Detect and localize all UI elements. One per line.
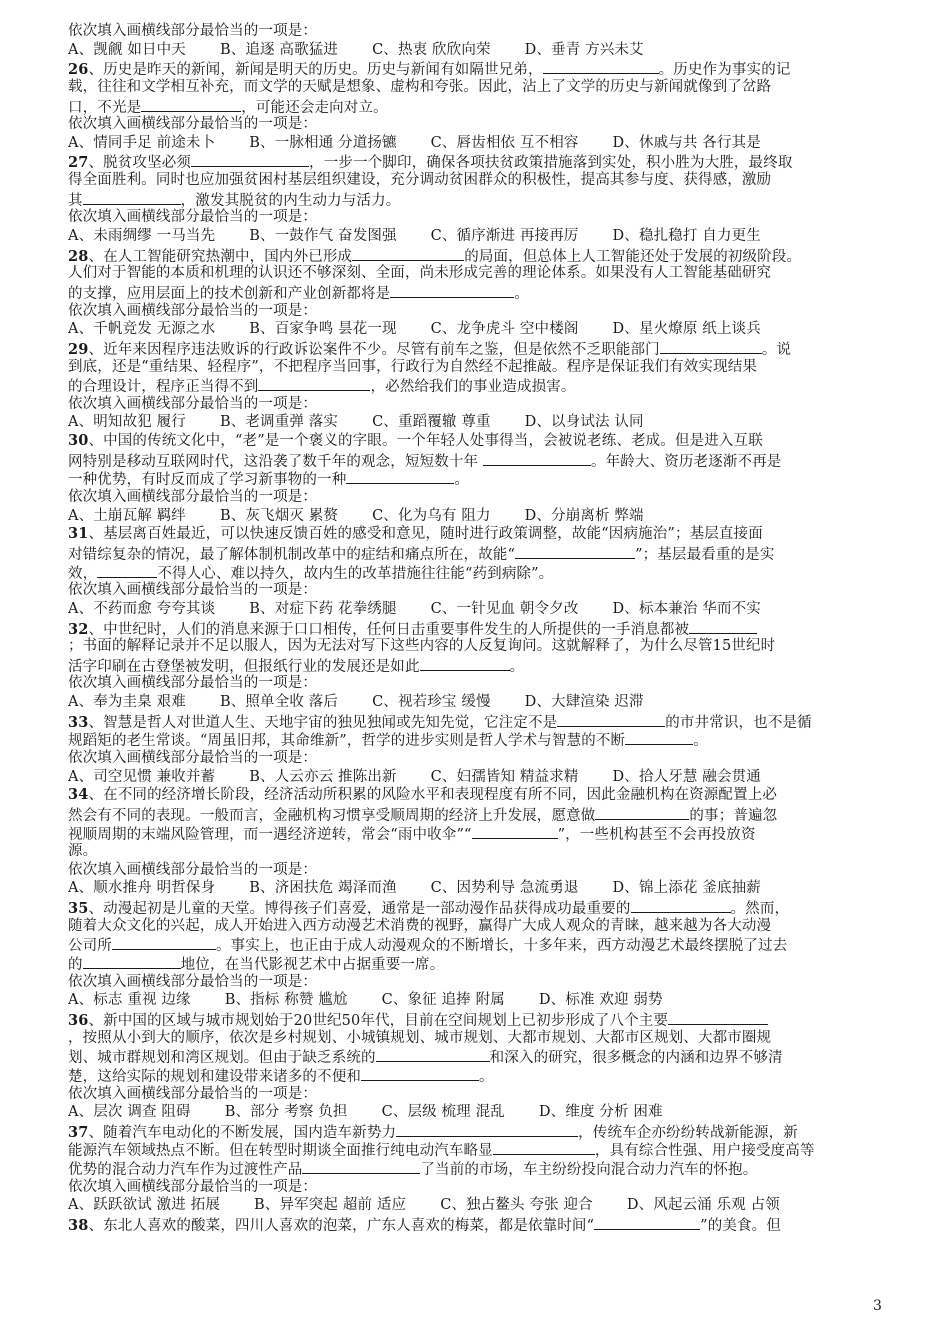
- text-segment: 了当前的市场，车主纷纷投向混合动力汽车的怀抱。: [420, 1162, 758, 1178]
- answer-option: D、星火燎原 纸上谈兵: [612, 321, 761, 338]
- question-text-line: [68, 283, 896, 302]
- text-segment: 网特别是移动互联网时代，这沿袭了数千年的观念，短短数十年: [68, 453, 483, 470]
- question-text-line: [68, 935, 896, 954]
- text-segment: 、在人工智能研究热潮中，国内外已形成: [88, 248, 353, 265]
- answer-options: [68, 41, 896, 60]
- answer-option: B、照单全收 落后: [219, 694, 339, 711]
- question-number: 35: [68, 900, 89, 917]
- text-segment: 、中国的传统文化中，“老”是一个褒义的字眼。一个年轻人处事得当，会被说老练、老成。但是进入互联: [88, 433, 763, 450]
- answer-option: A、跃跃欲试 激进 拓展: [68, 1197, 220, 1214]
- question-text-line: [68, 563, 896, 582]
- answer-option: B、一鼓作气 奋发图强: [249, 228, 397, 245]
- answer-option: D、风起云涌 乐观 占领: [626, 1197, 780, 1214]
- answer-option: B、灰飞烟灭 累赘: [219, 507, 339, 524]
- question-text-line: [68, 190, 896, 209]
- answer-option: B、老调重弹 落实: [219, 414, 339, 431]
- text-segment: 。然而，: [730, 901, 790, 917]
- answer-option: C、热衷 欣欣向荣: [372, 41, 491, 58]
- fill-blank: [361, 1066, 479, 1081]
- question-text-line: [68, 525, 896, 544]
- answer-option: A、层次 调查 阻碍: [68, 1104, 191, 1121]
- text-segment: 。历史作为事实的记: [658, 62, 791, 78]
- answer-options: [68, 1196, 896, 1215]
- question-number: 31: [68, 525, 89, 543]
- question-prompt: 依次填入画横线部分最恰当的一项是：: [68, 582, 318, 599]
- fill-blank: [594, 1215, 700, 1230]
- text-segment: 、智慧是哲人对世道人生、天地宇宙的独见独闻或先知先觉，它注定不是: [88, 714, 558, 731]
- fill-blank: [472, 824, 558, 839]
- question-text-line: [68, 59, 896, 78]
- question-text-line: [68, 152, 896, 171]
- text-segment: 的合理设计，程序正当得不到: [68, 379, 259, 395]
- question-text-line: [68, 1010, 896, 1029]
- fill-blank: [258, 376, 370, 391]
- fill-blank: [112, 935, 216, 950]
- question-text-line: [68, 1159, 896, 1178]
- fill-blank: [83, 954, 181, 969]
- fill-blank: [141, 97, 241, 112]
- fill-blank: [97, 563, 157, 578]
- question-text-line: [68, 544, 896, 563]
- text-segment: 。事实上，也正由于成人动漫观众的不断增长，十多年来，西方动漫艺术最终摆脱了过去: [215, 938, 788, 955]
- question-text-line: [68, 246, 896, 265]
- answer-options: [68, 134, 896, 153]
- fill-blank: [689, 619, 757, 634]
- answer-option: B、一脉相通 分道扬镳: [249, 134, 397, 151]
- text-segment: 、近年来因程序违法败诉的行政诉讼案件不少。尽管有前车之鉴，但是依然不乏职能部门: [88, 341, 660, 358]
- answer-option: B、百家争鸣 昙花一现: [249, 321, 397, 338]
- answer-option: A、司空见惯 兼收并蓄: [68, 768, 216, 785]
- question-prompt: 依次填入画横线部分最恰当的一项是：: [68, 1085, 318, 1102]
- text-segment: 、中世纪时，人们的消息来源于口口相传，任何日击重要事件发生的人所提供的一手消息都被: [88, 621, 690, 638]
- question-text-line: [68, 786, 896, 805]
- answer-options: [68, 879, 896, 898]
- text-segment: ，按照从小到大的顺序，依次是乡村规划、小城镇规划、城市规划、大都市规划、大都市区规划、大都市圈规: [68, 1029, 772, 1046]
- answer-option: B、追逐 高歌猛进: [219, 41, 339, 58]
- fill-blank: [631, 898, 731, 913]
- answer-option: C、化为乌有 阻力: [372, 507, 491, 524]
- answer-options: [68, 768, 896, 787]
- answer-options: [68, 1103, 896, 1122]
- answer-option: D、维度 分析 困难: [538, 1104, 663, 1121]
- text-segment: ”；基层最看重的是实: [635, 546, 775, 563]
- text-segment: 源。: [68, 843, 98, 860]
- fill-blank: [493, 1140, 595, 1155]
- question-text-line: [68, 469, 896, 488]
- answer-option: B、部分 考察 负担: [224, 1104, 348, 1121]
- answer-option: B、异军突起 超前 适应: [254, 1197, 407, 1214]
- question-text-line: [68, 730, 896, 749]
- question-text-line: [68, 171, 896, 190]
- question-prompt: 依次填入画横线部分最恰当的一项是：: [68, 675, 318, 692]
- answer-option: C、重蹈覆辙 尊重: [372, 414, 491, 431]
- question-number: 27: [68, 154, 89, 172]
- text-segment: 到底，还是“重结果、轻程序”，不把程序当回事，行政行为自然经不起推敲。程序是保证我们有效实现结果: [68, 358, 758, 375]
- question-number: 36: [68, 1011, 89, 1029]
- question-number: 37: [68, 1123, 89, 1141]
- text-segment: 视顺周期的末端风险管理，而一遇经济逆转，常会“雨中收伞”“: [68, 826, 472, 843]
- fill-blank: [83, 190, 181, 205]
- text-segment: ，一步一个脚印，确保各项扶贫政策措施落到实处，积小胜为大胜，最终取: [309, 155, 793, 172]
- text-segment: 随着大众文化的兴起，成人开始进入西方动漫艺术消费的视野，赢得广大成人观众的青睐，越来越为各大动漫: [68, 917, 772, 934]
- answer-option: C、唇齿相依 互不相容: [430, 134, 579, 151]
- fill-blank: [660, 339, 762, 354]
- answer-option: A、千帆竞发 无源之水: [68, 321, 216, 338]
- text-segment: 一种优势，有时反而成了学习新事物的一种: [68, 472, 347, 489]
- answer-option: A、顺水推舟 明哲保身: [68, 880, 216, 897]
- question-text-line: [68, 619, 896, 638]
- question-text-line: [68, 1140, 896, 1159]
- text-segment: 、动漫起初是儿童的天堂。博得孩子们喜爱，通常是一部动漫作品获得成功最重要的: [88, 901, 631, 917]
- answer-options: [68, 991, 896, 1010]
- answer-option: C、龙争虎斗 空中楼阁: [430, 321, 579, 338]
- text-segment: 规蹈矩的老生常谈。“周虽旧邦，其命维新”，哲学的进步实则是哲人学术与智慧的不断: [68, 733, 626, 749]
- question-prompt: 依次填入画横线部分最恰当的一项是：: [68, 23, 318, 39]
- text-segment: 、基层离百姓最近，可以快速反馈百姓的感受和意见，随时进行政策调整，故能“因病施治”；基层直接面: [88, 526, 763, 543]
- question-number: 34: [68, 786, 89, 804]
- question-prompt: 依次填入画横线部分最恰当的一项是：: [68, 209, 318, 226]
- fill-blank: [376, 1047, 490, 1062]
- text-segment: 。年龄大、资历老逐渐不再是: [590, 453, 782, 470]
- question-prompt: 依次填入画横线部分最恰当的一项是：: [68, 1178, 318, 1195]
- question-text-line: [68, 842, 896, 861]
- question-text-line: [68, 264, 896, 283]
- question-text-line: [68, 358, 896, 377]
- question-text-line: [68, 805, 896, 824]
- fill-blank: [191, 152, 309, 167]
- question-number: 33: [68, 713, 89, 731]
- answer-option: A、奉为圭臬 艰难: [68, 694, 186, 711]
- answer-option: C、因势利导 急流勇退: [430, 880, 579, 897]
- text-segment: 的事；普遍忽: [689, 807, 778, 824]
- text-segment: 能源汽车领域热点不断。但在转型时期谈全面推行纯电动汽车略显: [68, 1143, 493, 1160]
- text-segment: ”，一些机构甚至不会再投放资: [557, 826, 756, 843]
- text-segment: 。: [514, 285, 529, 302]
- answer-option: D、标准 欢迎 弱势: [538, 992, 663, 1009]
- text-segment: 活字印刷在古登堡被发明，但报纸行业的发展还是如此: [68, 658, 420, 675]
- answer-option: C、循序渐进 再接再厉: [430, 228, 579, 245]
- question-prompt: 依次填入画横线部分最恰当的一项是：: [68, 395, 318, 412]
- text-segment: 。: [509, 658, 525, 675]
- text-segment: ，可能还会走向对立。: [241, 99, 388, 116]
- answer-options: [68, 413, 896, 432]
- text-segment: 的支撑，应用层面上的技术创新和产业创新都将是: [68, 285, 391, 302]
- answer-options: [68, 600, 896, 619]
- fill-blank: [595, 805, 689, 820]
- answer-option: D、拾人牙慧 融会贯通: [612, 768, 761, 785]
- answer-option: A、情同手足 前途未卜: [68, 134, 216, 151]
- question-text-line: [68, 954, 896, 973]
- text-segment: 、新中国的区域与城市规划始于20世纪50年代，目前在空间规划上已初步形成了八个主要: [88, 1012, 669, 1029]
- fill-blank: [352, 246, 464, 261]
- question-text-line: [68, 1029, 896, 1048]
- fill-blank: [346, 469, 454, 484]
- document-page: [68, 22, 896, 1234]
- fill-blank: [483, 451, 591, 466]
- answer-option: D、垂青 方兴未艾: [524, 41, 644, 58]
- text-segment: 、脱贫攻坚必须: [88, 155, 192, 172]
- fill-blank: [557, 712, 665, 727]
- answer-options: [68, 227, 896, 246]
- answer-option: A、未雨绸缪 一马当先: [68, 228, 216, 245]
- text-segment: 公司所: [68, 938, 112, 955]
- answer-option: C、一针见血 朝令夕改: [430, 600, 579, 617]
- answer-option: B、济困扶危 竭泽而渔: [249, 880, 397, 897]
- text-segment: 、历史是昨天的新闻，新闻是明天的历史。历史与新闻有如隔世兄弟，: [88, 62, 543, 78]
- answer-option: C、层级 梳理 混乱: [381, 1104, 505, 1121]
- text-segment: 划、城市群规划和湾区规划。但由于缺乏系统的: [68, 1050, 376, 1066]
- answer-option: C、视若珍宝 缓慢: [372, 694, 491, 711]
- text-segment: 得全面胜利。同时也应加强贫困村基层组织建设，充分调动贫困群众的积极性，提高其参与度、获得感，激励: [68, 172, 772, 189]
- text-segment: ，具有综合性强、用户接受度高等: [594, 1143, 815, 1160]
- question-number: 32: [68, 620, 89, 638]
- question-text-line: [68, 712, 896, 731]
- question-text-line: [68, 78, 896, 97]
- fill-blank: [515, 544, 635, 559]
- text-segment: 其: [68, 192, 83, 209]
- question-number: 26: [68, 61, 89, 78]
- answer-option: D、稳扎稳打 自力更生: [612, 228, 761, 245]
- text-segment: 不得人心、难以持久，故内生的改革措施往往能“药到病除”。: [157, 565, 554, 582]
- answer-option: B、对症下药 花拳绣腿: [249, 600, 397, 617]
- question-text-line: [68, 97, 896, 116]
- question-text-line: [68, 1066, 896, 1085]
- text-segment: 、在不同的经济增长阶段，经济活动所积累的风险水平和表现程度有所不同，因此金融机构在资源配置上必: [88, 787, 778, 804]
- text-segment: 、随着汽车电动化的不断发展，国内造车新势力: [88, 1124, 397, 1141]
- answer-option: D、以身试法 认同: [524, 414, 644, 431]
- question-prompt: 依次填入画横线部分最恰当的一项是：: [68, 116, 318, 133]
- question-text-line: [68, 898, 896, 917]
- answer-option: B、指标 称赞 尴尬: [224, 992, 348, 1009]
- text-segment: ，传统车企亦纷纷转战新能源，新: [578, 1124, 798, 1141]
- question-text-line: [68, 637, 896, 656]
- question-text-line: [68, 1047, 896, 1066]
- question-text-line: [68, 339, 896, 358]
- answer-option: A、明知故犯 履行: [68, 414, 186, 431]
- question-number: 30: [68, 432, 89, 450]
- answer-option: D、休戚与共 各行其是: [612, 134, 761, 151]
- fill-blank: [390, 283, 514, 298]
- answer-option: C、妇孺皆知 精益求精: [430, 768, 579, 785]
- text-segment: 的局面，但总体上人工智能还处于发展的初级阶段。: [464, 248, 802, 265]
- page-number: 3: [873, 1298, 882, 1314]
- fill-blank: [668, 1010, 768, 1025]
- answer-option: A、标志 重视 边缘: [68, 992, 191, 1009]
- question-prompt: 依次填入画横线部分最恰当的一项是：: [68, 973, 318, 990]
- text-segment: 人们对于智能的本质和机理的认识还不够深刻、全面，尚未形成完善的理论体系。如果没有人工智能基础研究: [68, 265, 772, 282]
- question-prompt: 依次填入画横线部分最恰当的一项是：: [68, 861, 318, 878]
- text-segment: 效，: [68, 565, 98, 582]
- text-segment: ，激发其脱贫的内生动力与活力。: [180, 192, 401, 209]
- question-text-line: [68, 1122, 896, 1141]
- text-segment: 的市井常识，也不是循: [665, 714, 812, 731]
- fill-blank: [302, 1159, 420, 1174]
- question-text-line: [68, 656, 896, 675]
- text-segment: 和深入的研究，很多概念的内涵和边界不够清: [489, 1050, 783, 1066]
- question-number: 38: [68, 1217, 89, 1234]
- text-segment: ；书面的解释记录并不足以服人，因为无法对写下这些内容的人反复询问。这就解释了，为什么尽管15世纪时: [68, 638, 776, 655]
- fill-blank: [396, 1122, 578, 1137]
- question-text-line: [68, 432, 896, 451]
- question-text-line: [68, 917, 896, 936]
- text-segment: 。: [693, 733, 708, 749]
- answer-option: D、大肆渲染 迟滞: [524, 694, 644, 711]
- question-text-line: [68, 451, 896, 470]
- question-number: 28: [68, 247, 89, 265]
- answer-option: D、标本兼治 华而不实: [612, 600, 761, 617]
- question-prompt: 依次填入画横线部分最恰当的一项是：: [68, 302, 318, 319]
- answer-option: A、土崩瓦解 羁绊: [68, 507, 186, 524]
- question-prompt: 依次填入画横线部分最恰当的一项是：: [68, 489, 318, 506]
- answer-option: C、象征 追捧 附属: [381, 992, 505, 1009]
- text-segment: 载，往往和文学相互补充，而文学的天赋是想象、虚构和夸张。因此，沾上了文学的历史与新闻就像到了岔路: [68, 78, 772, 95]
- text-segment: 的: [68, 957, 83, 973]
- text-segment: 优势的混合动力汽车作为过渡性产品: [68, 1162, 303, 1178]
- text-segment: 口，不光是: [68, 99, 142, 116]
- text-segment: ”的美食。但: [700, 1218, 781, 1234]
- answer-option: D、分崩离析 弊端: [524, 507, 644, 524]
- text-segment: 。: [479, 1068, 494, 1085]
- answer-option: B、人云亦云 推陈出新: [249, 768, 397, 785]
- fill-blank: [543, 59, 659, 74]
- fill-blank: [625, 730, 693, 745]
- question-prompt: 依次填入画横线部分最恰当的一项是：: [68, 749, 318, 766]
- answer-option: A、不药而愈 夸夸其谈: [68, 600, 216, 617]
- fill-blank: [420, 656, 510, 671]
- answer-options: [68, 693, 896, 712]
- text-segment: 楚，这给实际的规划和建设带来诸多的不便和: [68, 1068, 361, 1085]
- question-text-line: [68, 824, 896, 843]
- text-segment: 。: [454, 472, 470, 489]
- text-segment: ，必然给我们的事业造成损害。: [370, 379, 576, 395]
- text-segment: 然会有不同的表现。一般而言，金融机构习惯享受顺周期的经济上升发展，愿意做: [68, 807, 596, 824]
- text-segment: 。说: [761, 341, 792, 358]
- question-text-line: [68, 376, 896, 395]
- text-segment: 对错综复杂的情况，最了解体制机制改革中的症结和痛点所在，故能“: [68, 546, 516, 563]
- answer-option: A、觊觎 如日中天: [68, 41, 186, 58]
- answer-options: [68, 320, 896, 339]
- answer-options: [68, 507, 896, 526]
- question-number: 29: [68, 340, 89, 358]
- question-text-line: [68, 1215, 896, 1234]
- answer-option: C、独占鳌头 夸张 迎合: [440, 1197, 593, 1214]
- text-segment: 、东北人喜欢的酸菜，四川人喜欢的泡菜，广东人喜欢的梅菜，都是依靠时间“: [88, 1218, 595, 1234]
- answer-option: D、锦上添花 釜底抽薪: [612, 880, 761, 897]
- text-segment: 地位，在当代影视艺术中占据重要一席。: [180, 957, 445, 973]
